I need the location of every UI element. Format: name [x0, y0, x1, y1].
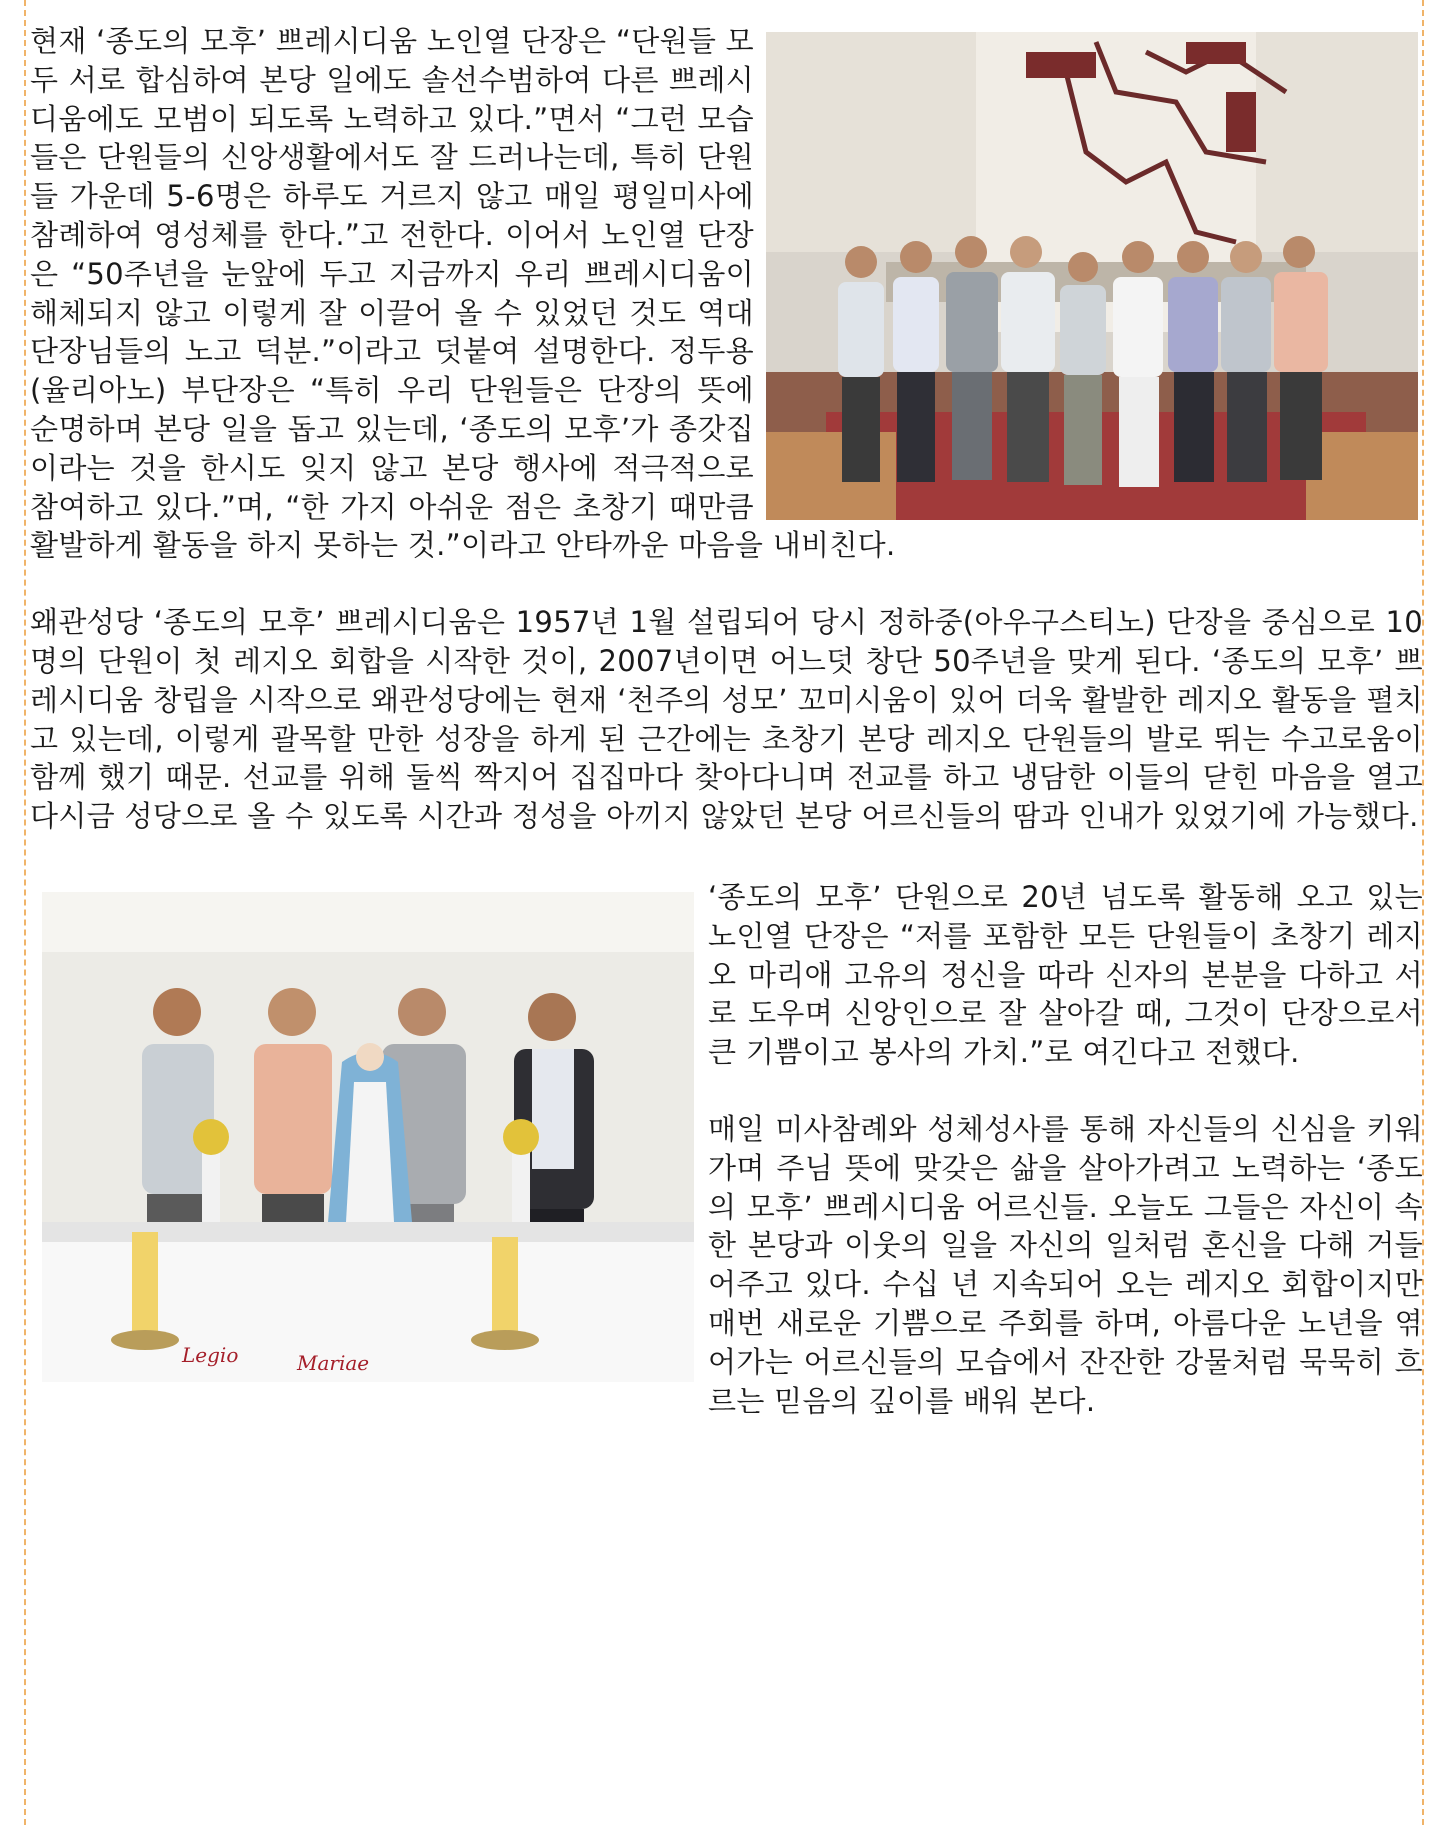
cloth-text-mariae: Mariae	[297, 1350, 370, 1375]
paragraph-1: 현재 ‘종도의 모후’ 쁘레시디움 노인열 단장은 “단원들 모두 서로 합심하여 본당 일에도 솔선수범하여 다른 쁘레시디움에도 모범이 되도록 노력하고 있다.”면서 “그런 모습들은 단원들의 신앙생활에서도 잘 드러나는데, 특히 단원들 가운데 5-6명은 하루도 거르지 않고 매일 평일미사에 참례하여 영성체를 한다.”고 전한다. 이어서 노인열 단장은 “50주년을 눈앞에 두고 지금까지 우리 쁘레시디움이 해체되지 않고 이렇게 잘 이끌어 올 수 있었던 것도 역대 단장님들의 노고 덕분.”이라고 덧붙여 설명한다. 정두용(율리아노) 부단장은 “특히 우리 단원들은 단장의 뜻에 순명하며 본당 일을 돕고 있는데, ‘종도의 모후’가 종갓집이라는 것을 한시도 잊지 않고 본당 행사에 적극적으로 참여하고 있다.”며, “한 가지 아쉬운 점은 초창기 때만큼 활발하게 활동을 하지 못하는 것.”이라고 안타까운 마음을 내비친다.	[30, 24, 896, 563]
group-photo-statue-image	[42, 892, 694, 1382]
group-photo-church-image	[766, 32, 1418, 520]
cloth-text-legio: Legio	[182, 1342, 239, 1367]
group-photo-church	[766, 32, 1418, 520]
paragraph-3: ‘종도의 모후’ 단원으로 20년 넘도록 활동해 오고 있는 노인열 단장은 “저를 포함한 모든 단원들이 초창기 레지오 마리애 고유의 정신을 따라 신자의 본분을 다하고 서로 도우며 신앙인으로 잘 살아갈 때, 그것이 단장으로서 큰 기쁨이고 봉사의 가치.”로 여긴다고 전했다.	[708, 879, 1423, 1070]
paragraph-4: 매일 미사참례와 성체성사를 통해 자신들의 신심을 키워가며 주님 뜻에 맞갖은 삶을 살아가려고 노력하는 ‘종도의 모후’ 쁘레시디움 어르신들. 오늘도 그들은 자신이 속한 본당과 이웃의 일을 자신의 일처럼 혼신을 다해 거들어주고 있다. 수십 년 지속되어 오는 레지오 회합이지만 매번 새로운 기쁨으로 주회를 하며, 아름다운 노년을 엮어가는 어르신들의 모습에서 잔잔한 강물처럼 묵묵히 흐르는 믿음의 깊이를 배워 본다.	[708, 1111, 1423, 1418]
paragraph-2: 왜관성당 ‘종도의 모후’ 쁘레시디움은 1957년 1월 설립되어 당시 정하중(아우구스티노) 단장을 중심으로 10명의 단원이 첫 레지오 회합을 시작한 것이, 2007년이면 어느덧 창단 50주년을 맞게 된다. ‘종도의 모후’ 쁘레시디움 창립을 시작으로 왜관성당에는 현재 ‘천주의 성모’ 꼬미시움이 있어 더욱 활발한 레지오 활동을 펼치고 있는데, 이렇게 괄목할 만한 성장을 하게 된 근간에는 초창기 본당 레지오 단원들의 발로 뛰는 수고로움이 함께 했기 때문. 선교를 위해 둘씩 짝지어 집집마다 찾아다니며 전교를 하고 냉담한 이들의 닫힌 마음을 열고 다시금 성당으로 올 수 있도록 시간과 정성을 아끼지 않았던 본당 어르신들의 땀과 인내가 있었기에 가능했다.	[30, 605, 1423, 834]
group-photo-statue	[42, 892, 694, 1382]
article	[30, 22, 1423, 1420]
paragraph-gap	[30, 836, 1423, 878]
paragraph-gap	[30, 565, 1423, 603]
